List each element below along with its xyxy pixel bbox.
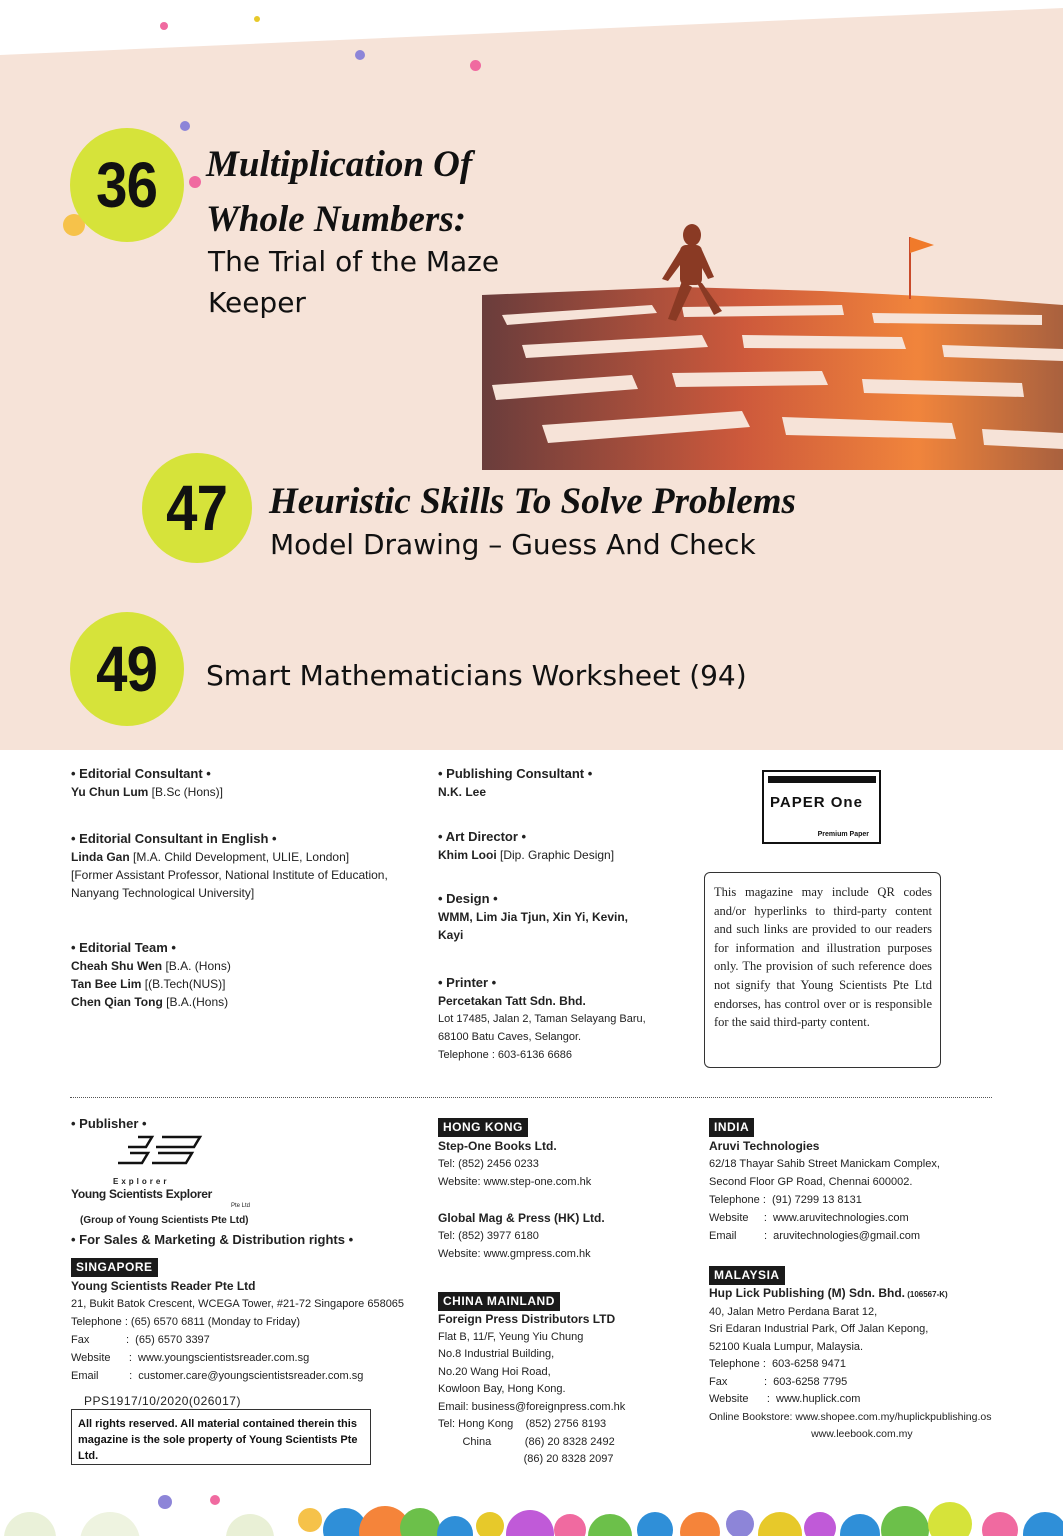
pps-number: PPS1917/10/2020(026017)	[84, 1394, 241, 1408]
country-tag: SINGAPORE	[71, 1258, 158, 1277]
article-subtitle-line: Keeper	[208, 286, 306, 319]
decor-dot	[355, 50, 365, 60]
decorative-bubbles	[0, 1490, 1063, 1536]
section-divider	[70, 1097, 992, 1098]
country-tag: CHINA MAINLAND	[438, 1292, 560, 1311]
singapore-contact: SINGAPORE Young Scientists Reader Pte Ltd 21, Bukit Batok Crescent, WCEGA Tower, #21-72 Singapore 658065 Telephone : (65) 6570 6811 (Monday to Friday) Fax : (65) 6570 3397 Website : www.youngscientistsreader.com.sg Email : customer.care@youngscientistsreader.com.sg	[71, 1260, 405, 1382]
credit-name: Linda Gan	[71, 850, 130, 864]
paper-one-logo: PAPER One Premium Paper	[762, 770, 881, 844]
article-subtitle-line: The Trial of the Maze	[208, 245, 500, 278]
maze-illustration	[482, 195, 1063, 470]
decor-dot	[254, 16, 260, 22]
publisher-group: (Group of Young Scientists Pte Ltd)	[80, 1215, 249, 1226]
country-tag: MALAYSIA	[709, 1266, 785, 1285]
page-number-badge: 49	[70, 612, 184, 726]
decor-dot	[180, 121, 190, 131]
credit-printer: • Printer • Percetakan Tatt Sdn. Bhd. Lot 17485, Jalan 2, Taman Selayang Baru, 68100 Batu Caves, Selangor. Telephone : 603-6136 6686	[438, 975, 646, 1061]
rights-notice: All rights reserved. All material contained therein this magazine is the sole property of Young Scientists Pte Ltd.	[71, 1409, 371, 1465]
article-title: Heuristic Skills To Solve Problems	[269, 481, 796, 522]
credit-editorial-consultant: • Editorial Consultant • Yu Chun Lum [B.Sc (Hons)]	[71, 766, 224, 799]
publisher-heading: • Publisher •	[71, 1116, 147, 1131]
page-number-badge: 36	[70, 128, 184, 242]
malaysia-contact: MALAYSIA Hup Lick Publishing (M) Sdn. Bhd. (106567-K) 40, Jalan Metro Perdana Barat 12, Sri Edaran Industrial Park, Off Jalan Kepong, 52100 Kuala Lumpur, Malaysia. Telephone : 603-6258 9471 Fax : 603-6258 7795 Website : www.huplick.com Online Bookstore: www.shopee.com.my/huplickpublishing.os www.leebook.com.my	[709, 1268, 992, 1440]
china-contact: CHINA MAINLAND Foreign Press Distributors LTD Flat B, 11/F, Yeung Yiu Chung No.8 Industrial Building, No.20 Wang Hoi Road, Kowloon Bay, Hong Kong. Email: business@foreignpress.com.hk Tel: Hong Kong (852) 2756 8193 China (86) 20 8328 2492 (86) 20 8328 2097	[438, 1294, 626, 1465]
credit-publishing-consultant: • Publishing Consultant • N.K. Lee	[438, 766, 593, 799]
india-contact: INDIA Aruvi Technologies 62/18 Thayar Sahib Street Manickam Complex, Second Floor GP Road, Chennai 600002. Telephone : (91) 7299 13 8131 Website : www.aruvitechnologies.com Email : aruvitechnologies@gmail.com	[709, 1120, 940, 1242]
page-number-badge: 47	[142, 453, 252, 563]
decor-dot	[189, 176, 201, 188]
credit-editorial-consultant-english: • Editorial Consultant in English • Linda Gan [M.A. Child Development, ULIE, London] [Former Assistant Professor, National Institute of Education, Nanyang Technological University]	[71, 831, 388, 900]
credit-editorial-team: • Editorial Team • Cheah Shu Wen [B.A. (Hons) Tan Bee Lim [(B.Tech(NUS)] Chen Qian Tong [B.A.(Hons)	[71, 940, 231, 1009]
article-title-line: Multiplication Of	[206, 144, 473, 185]
country-tag: HONG KONG	[438, 1118, 528, 1137]
article-title: Smart Mathematicians Worksheet (94)	[206, 659, 747, 692]
hong-kong-contact: HONG KONG Step-One Books Ltd. Tel: (852) 2456 0233 Website: www.step-one.com.hk Global Mag & Press (HK) Ltd. Tel: (852) 3977 6180 Website: www.gmpress.com.hk	[438, 1120, 605, 1260]
decor-dot	[470, 60, 481, 71]
article-subtitle: Model Drawing – Guess And Check	[270, 528, 756, 561]
top-white-wedge	[0, 0, 1063, 70]
credit-name: Yu Chun Lum	[71, 785, 149, 799]
credit-design: • Design • WMM, Lim Jia Tjun, Xin Yi, Kevin, Kayi	[438, 891, 629, 942]
publisher-logo	[100, 1133, 210, 1181]
publisher-logo-text: Explorer Young Scientists Explorer Pte Ltd	[71, 1177, 251, 1209]
country-tag: INDIA	[709, 1118, 754, 1137]
credit-art-director: • Art Director • Khim Looi [Dip. Graphic Design]	[438, 829, 615, 862]
third-party-notice: This magazine may include QR codes and/or hyperlinks to third-party content and such links are provided to our readers for information and illustration purposes only. The provision of such reference does not signify that Young Scientists Pte Ltd endorses, has control over or is responsible for the said third-party content.	[704, 872, 941, 1068]
sales-heading: • For Sales & Marketing & Distribution rights •	[71, 1232, 354, 1247]
article-title-line: Whole Numbers:	[206, 199, 467, 240]
decor-dot	[160, 22, 168, 30]
